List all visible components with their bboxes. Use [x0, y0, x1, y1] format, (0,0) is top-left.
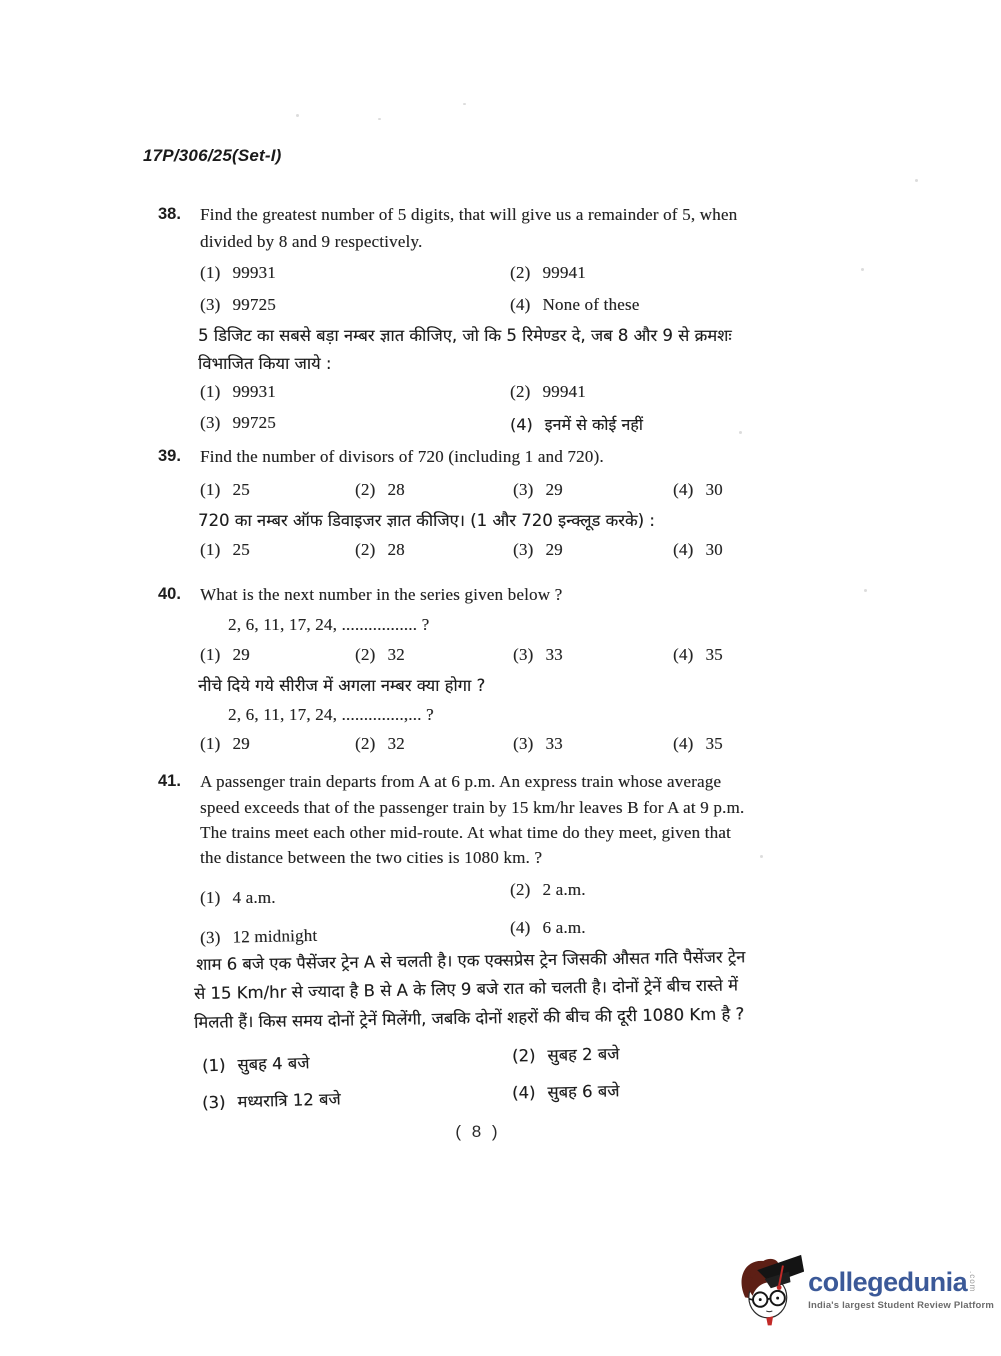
q41-en-options-row-2 [199, 918, 850, 948]
q39-first-line [158, 447, 604, 467]
q38-en-option-4 [510, 295, 850, 315]
q40-number: 40. [158, 585, 181, 603]
q39-hi-option-1 [200, 540, 355, 560]
q38-hi-options-row-1 [200, 382, 850, 402]
q39-hi-line-1: 720 का नम्बर ऑफ डिवाइजर ज्ञात कीजिए। (1 और 720 इन्क्लूड करके) : [198, 511, 655, 530]
brand-tld: .com [968, 1271, 978, 1293]
option-text: 12 midnight [232, 925, 318, 947]
option-label: (4) [510, 918, 531, 937]
q38-en-option-3 [200, 295, 510, 315]
q40-en-option-3 [513, 645, 673, 665]
option-label: (2) [510, 382, 531, 401]
option-text: 99725 [232, 413, 276, 432]
option-label: (3) [513, 480, 534, 499]
q39-en-option-3 [513, 480, 673, 500]
q38-hi-option-2 [510, 382, 850, 402]
option-label: (3) [201, 1092, 226, 1113]
option-text: 29 [232, 645, 250, 664]
question-41 [158, 772, 898, 1117]
option-label: (3) [513, 540, 534, 559]
option-text: 32 [387, 734, 405, 753]
q38-hi-option-3 [200, 413, 510, 435]
option-text: 28 [387, 540, 405, 559]
option-text: 99941 [542, 382, 586, 401]
q38-en-option-2 [510, 263, 850, 283]
option-text: 28 [387, 480, 405, 499]
option-label: (1) [200, 645, 221, 664]
option-text: 33 [545, 645, 563, 664]
q39-en-option-4 [673, 480, 860, 500]
option-text: 6 a.m. [542, 918, 586, 937]
q41-en-options-row-1 [200, 880, 850, 907]
q41-hi-option-3 [202, 1082, 513, 1114]
question-39 [158, 447, 878, 577]
q41-hi-line-2: से 15 Km/hr से ज्यादा है B से A के लिए 9 बजे रात को चलती है। दोनों ट्रेनें बीच रास्ते में [193, 975, 739, 1003]
scan-speck [296, 114, 299, 117]
q41-hi-line-1: शाम 6 बजे एक पैसेंजर ट्रेन A से चलती है। एक एक्सप्रेस ट्रेन जिसकी औसत गति पैसेंजर ट्रेन [195, 947, 746, 974]
q40-en-option-4 [673, 645, 860, 665]
q38-en-option-1 [200, 263, 510, 283]
option-text: इनमें से कोई नहीं [544, 415, 643, 434]
q41-en-option-3 [200, 922, 510, 948]
q38-en-line-1: Find the greatest number of 5 digits, that will give us a remainder of 5, when [200, 205, 738, 224]
q41-en-line-1: A passenger train departs from A at 6 p.m. An express train whose average [200, 772, 722, 791]
option-text: 4 a.m. [232, 888, 276, 907]
q41-en-option-1 [200, 888, 510, 908]
option-text: 33 [545, 734, 563, 753]
q39-en-option-1 [200, 480, 355, 500]
collegedunia-logo [736, 1243, 994, 1335]
q39-hi-options-row [200, 540, 860, 560]
paper-code: 17P/306/25(Set-I) [143, 146, 282, 165]
q39-hi-option-4 [673, 540, 860, 560]
q38-en-options-row-2 [200, 295, 850, 315]
q40-hi-line-1: नीचे दिये गये सीरीज में अगला नम्बर क्या होगा ? [198, 676, 486, 695]
option-label: (4) [510, 295, 531, 314]
q39-en-line-1: Find the number of divisors of 720 (including 1 and 720). [200, 447, 604, 466]
option-label: (4) [673, 480, 694, 499]
q40-hi-option-1 [200, 734, 355, 754]
brand-row [808, 1267, 994, 1297]
q41-hi-option-2 [512, 1036, 852, 1066]
option-text: मध्यरात्रि 12 बजे [237, 1089, 341, 1112]
q40-en-series: 2, 6, 11, 17, 24, ................. ? [228, 615, 430, 634]
option-text: 25 [232, 540, 250, 559]
option-label: (1) [200, 540, 221, 559]
logo-text-block [808, 1267, 994, 1311]
option-text: 29 [545, 540, 563, 559]
option-label: (3) [513, 645, 534, 664]
q40-hi-option-3 [513, 734, 673, 754]
option-label: (2) [355, 540, 376, 559]
option-label: (4) [673, 645, 694, 664]
q40-en-option-2 [355, 645, 513, 665]
q41-hi-options-row-1 [201, 1040, 852, 1076]
q40-hi-option-4 [673, 734, 860, 754]
q38-en-options-row-1 [200, 263, 850, 283]
option-text: 25 [232, 480, 250, 499]
q40-hi-option-2 [355, 734, 513, 754]
option-label: (2) [511, 1046, 536, 1066]
option-text: None of these [542, 295, 640, 314]
scan-speck [378, 118, 381, 120]
option-text: 35 [705, 645, 723, 664]
q40-en-options-row [200, 645, 860, 665]
q40-en-option-1 [200, 645, 355, 665]
q38-number: 38. [158, 205, 181, 223]
q41-en-line-3: The trains meet each other mid-route. At what time do they meet, given that [200, 823, 731, 842]
option-label: (2) [355, 734, 376, 753]
graduate-mascot-icon [736, 1243, 804, 1335]
option-label: (2) [510, 880, 531, 899]
page-number: ( 8 ) [455, 1122, 501, 1141]
option-text: 30 [705, 540, 723, 559]
option-label: (2) [355, 645, 376, 664]
option-label: (4) [510, 415, 533, 434]
q40-en-line-1: What is the next number in the series given below ? [200, 585, 563, 604]
scan-speck [463, 103, 466, 105]
q39-hi-option-3 [513, 540, 673, 560]
q40-first-line [158, 585, 562, 605]
q39-en-options-row [200, 480, 860, 500]
q38-hi-line-2: विभाजित किया जाये : [198, 354, 332, 373]
option-text: 99931 [232, 382, 276, 401]
q38-hi-option-4 [510, 413, 850, 435]
option-label: (1) [201, 1055, 226, 1076]
option-label: (1) [200, 263, 221, 282]
option-label: (1) [200, 382, 221, 401]
option-label: (4) [673, 540, 694, 559]
option-label: (4) [673, 734, 694, 753]
option-text: 99931 [232, 263, 276, 282]
option-text: सुबह 2 बजे [547, 1044, 620, 1065]
option-text: सुबह 6 बजे [547, 1081, 620, 1102]
q38-hi-options-row-2 [200, 413, 850, 435]
q39-number: 39. [158, 447, 181, 465]
option-text: सुबह 4 बजे [237, 1053, 310, 1075]
q40-hi-series: 2, 6, 11, 17, 24, ..............,... ? [228, 705, 434, 724]
brand-tagline: India's largest Student Review Platform [808, 1300, 994, 1311]
option-label: (3) [199, 927, 221, 948]
q38-hi-line-1: 5 डिजिट का सबसे बड़ा नम्बर ज्ञात कीजिए, जो कि 5 रिमेण्डर दे, जब 8 और 9 से क्रमशः [198, 326, 732, 345]
option-label: (2) [510, 263, 531, 282]
option-label: (3) [200, 295, 221, 314]
option-text: 99725 [232, 295, 276, 314]
q41-en-line-4: the distance between the two cities is 1080 km. ? [200, 848, 543, 867]
question-40 [158, 585, 878, 765]
option-label: (3) [513, 734, 534, 753]
question-38 [158, 205, 878, 445]
option-text: 35 [705, 734, 723, 753]
option-label: (1) [200, 734, 221, 753]
q39-en-option-2 [355, 480, 513, 500]
option-text: 2 a.m. [542, 880, 586, 899]
q38-hi-option-1 [200, 382, 510, 402]
q40-hi-options-row [200, 734, 860, 754]
option-label: (1) [200, 888, 221, 907]
q41-hi-option-1 [202, 1045, 513, 1077]
option-text: 29 [545, 480, 563, 499]
option-label: (3) [200, 413, 221, 432]
q41-en-option-4 [510, 918, 850, 938]
q41-hi-options-row-2 [201, 1077, 852, 1113]
q41-hi-option-4 [512, 1073, 852, 1103]
q41-en-line-2: speed exceeds that of the passenger train by 15 km/hr leaves B for A at 9 p.m. [200, 798, 745, 817]
option-text: 99941 [542, 263, 586, 282]
q41-hi-line-3: मिलती हैं। किस समय दोनों ट्रेनें मिलेंगी, जबकि दोनों शहरों की बीच की दूरी 1080 Km है ? [193, 1004, 745, 1032]
q38-en-line-2: divided by 8 and 9 respectively. [200, 232, 423, 251]
q41-number: 41. [158, 772, 181, 790]
q38-first-line [158, 205, 737, 225]
option-text: 29 [232, 734, 250, 753]
scan-speck [915, 179, 918, 182]
option-text: 32 [387, 645, 405, 664]
q41-first-line [158, 772, 721, 792]
option-label: (2) [355, 480, 376, 499]
brand-name: collegedunia [808, 1267, 968, 1297]
q39-hi-option-2 [355, 540, 513, 560]
option-label: (1) [200, 480, 221, 499]
option-label: (4) [511, 1083, 536, 1103]
q41-en-option-2 [510, 880, 850, 900]
option-text: 30 [705, 480, 723, 499]
